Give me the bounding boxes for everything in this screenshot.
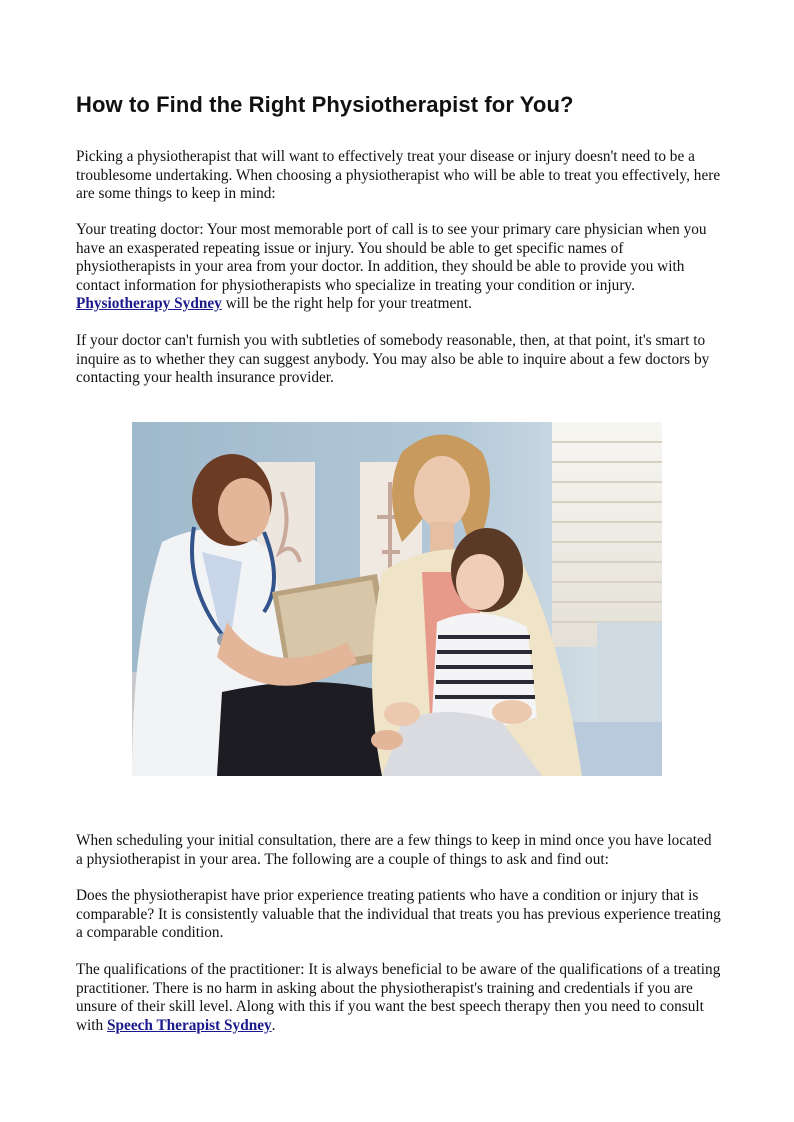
paragraph-text: The qualifications of the practitioner: It is always beneficial to be aware of the qualifications of a treating practitioner. There is no harm in asking about the physiotherapist's training and credentials if you are unsure of their skill level. Along with this if you want the best speech therapy then you need to consult with xyxy=(76,961,721,1034)
paragraph-text: Your treating doctor: Your most memorable port of call is to see your primary care physician when you have an exasperated repeating issue or injury. You should be able to get specific names of physiotherapists in your area from your doctor. In addition, they should be able to provide you with contact information for physiotherapists who specialize in treating your condition or injury. xyxy=(76,221,707,294)
physiotherapy-sydney-link[interactable]: Physiotherapy Sydney xyxy=(76,295,222,312)
treating-doctor-paragraph xyxy=(76,221,721,314)
consultation-paragraph: When scheduling your initial consultation, there are a few things to keep in mind once you have located a physiotherapist in your area. The following are a couple of things to ask and find out: xyxy=(76,832,712,868)
consultation-photo xyxy=(132,422,662,776)
intro-paragraph: Picking a physiotherapist that will want to effectively treat your disease or injury doesn't need to be a troublesome undertaking. When choosing a physiotherapist who will be able to treat you effectively, here are some things to keep in mind: xyxy=(76,148,721,202)
qualifications-paragraph xyxy=(76,961,721,1035)
page-title: How to Find the Right Physiotherapist for You? xyxy=(76,92,574,117)
paragraph-text-after-link: will be the right help for your treatment. xyxy=(221,295,472,312)
paragraph-text-after-link: . xyxy=(271,1016,276,1034)
experience-paragraph: Does the physiotherapist have prior experience treating patients who have a condition or injury that is comparable? It is consistently valuable that the individual that treats you has previous experience treating a comparable condition. xyxy=(76,887,721,941)
suggestion-paragraph: If your doctor can't furnish you with subtleties of somebody reasonable, then, at that point, it's smart to inquire as to whether they can suggest anybody. You may also be able to inquire about a few doctors by contacting your health insurance provider. xyxy=(76,332,710,386)
speech-therapist-sydney-link[interactable]: Speech Therapist Sydney xyxy=(107,1016,272,1034)
